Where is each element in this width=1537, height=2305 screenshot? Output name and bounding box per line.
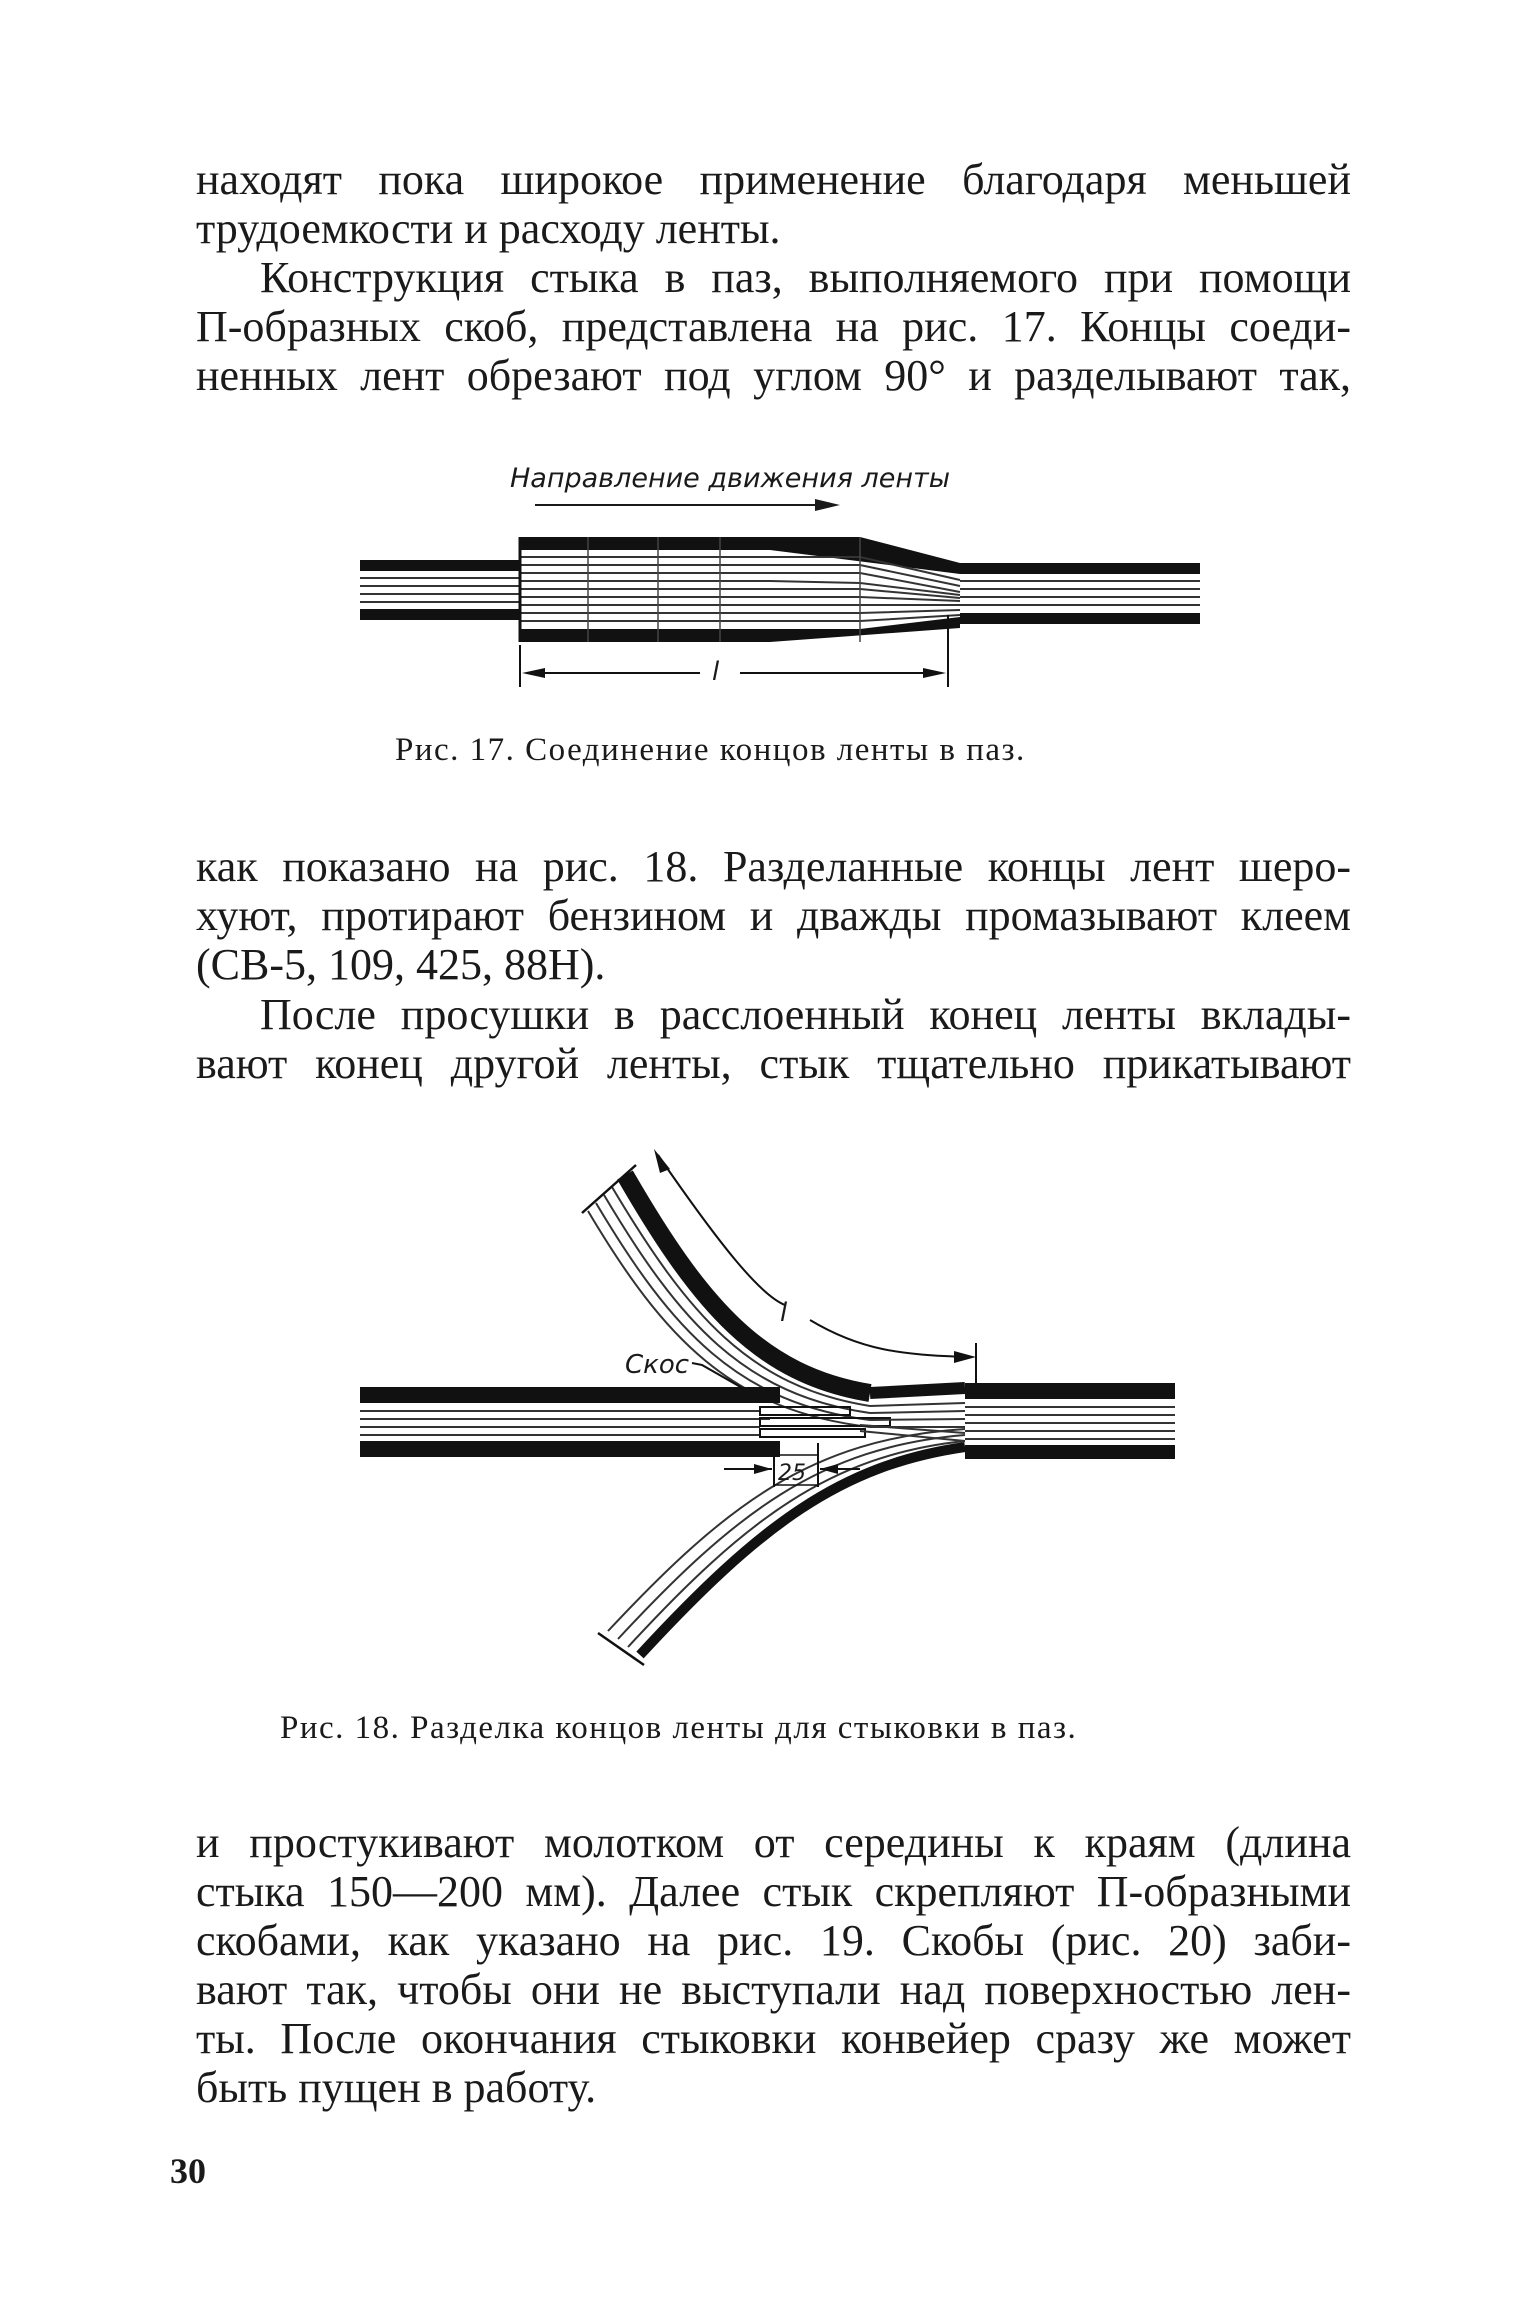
text-line: находят пока широкое применение благодаря меньшей [196,155,1351,204]
text-line: П-образных скоб, представлена на рис. 17. Концы соеди- [196,302,1351,351]
text-line: стыка 150—200 мм). Далее стык скрепляют П-образными [196,1867,1351,1916]
direction-label: Направление движения ленты [510,463,951,494]
figure-17-caption: Рис. 17. Соединение концов ленты в паз. [395,732,1026,768]
text-line: трудоемкости и расходу ленты. [196,204,781,253]
figure-18-splice-diagram [340,1125,1200,1685]
page-number: 30 [170,2151,206,2191]
text-line: хуют, протирают бензином и дважды промазывают клеем [196,891,1351,940]
length-dimension [520,615,948,687]
length-label: l [712,657,720,687]
main-belt-right [965,1383,1175,1459]
text-line: скобами, как указано на рис. 19. Скобы (рис. 20) заби- [196,1916,1351,1965]
merge-section [860,1388,965,1441]
text-line: ненных лент обрезают под углом 90° и разделывают так, [196,351,1351,400]
right-belt [960,563,1200,624]
text-line: как показано на рис. 18. Разделанные концы лент шеро- [196,842,1351,891]
curve-length-label: l [780,1298,788,1328]
paragraph-3 [196,842,1351,989]
dimension-25-label: 25 [778,1461,806,1486]
paragraph-5 [196,1818,1351,2112]
text-line: ты. После окончания стыковки конвейер сразу же может [196,2014,1351,2063]
curve-length-dimension [654,1149,976,1387]
left-belt [360,560,520,620]
bevel-label: Скос [625,1350,690,1380]
text-line: После просушки в расслоенный конец ленты вклады- [260,990,1351,1039]
taper-section [770,537,960,642]
figure-17-joint-diagram [340,455,1220,705]
paragraph-1 [196,155,1351,253]
text-line: вают так, чтобы они не выступали над поверхностью лен- [196,1965,1351,2014]
joint-section [520,537,770,642]
text-line: и простукивают молотком от середины к краям (длина [196,1818,1351,1867]
paragraph-4 [196,990,1351,1088]
text-line: быть пущен в работу. [196,2063,597,2112]
direction-arrow [535,499,840,511]
text-line: (СВ-5, 109, 425, 88Н). [196,940,606,989]
main-belt-left [360,1387,780,1457]
figure-18-caption: Рис. 18. Разделка концов ленты для стыковки в паз. [280,1710,1078,1746]
paragraph-2 [196,253,1351,400]
text-line: Конструкция стыка в паз, выполняемого при помощи [260,253,1351,302]
text-line: вают конец другой ленты, стык тщательно прикатывают [196,1039,1351,1088]
